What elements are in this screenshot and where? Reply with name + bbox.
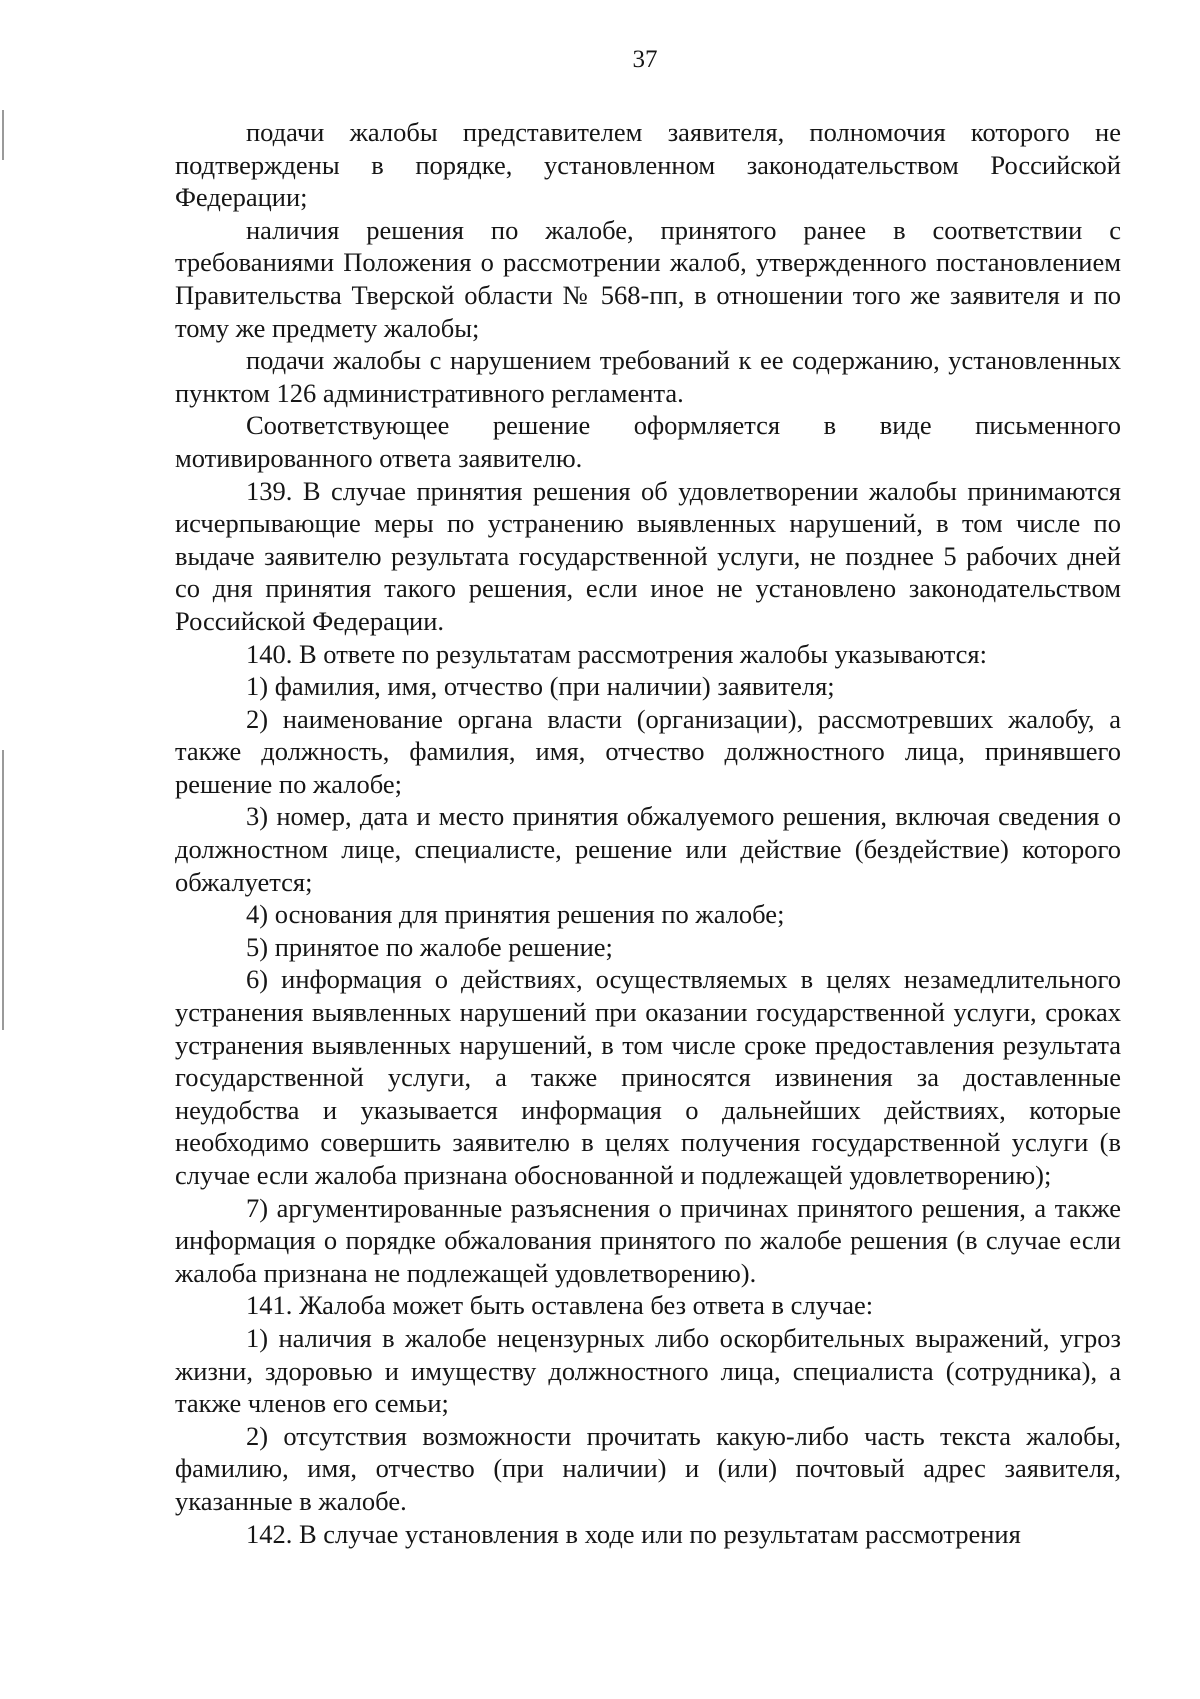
paragraph: 7) аргументированные разъяснения о причинах принятого решения, а также информация о порядке обжалования принятого по жалобе решения (в случае если жалоба признана не подлежащей удовлетворению). — [175, 1192, 1121, 1288]
paragraph: 140. В ответе по результатам рассмотрения жалобы указываются: — [246, 638, 987, 669]
paragraph: наличия решения по жалобе, принятого ранее в соответствии с требованиями Положения о рассмотрении жалоб, утвержденного постановлением Правительства Тверской области № 568-пп, в отношении того же заявителя и по тому же предмету жалобы; — [175, 214, 1121, 343]
paragraph: подачи жалобы представителем заявителя, полномочия которого не подтверждены в порядке, установленном законодательством Российской Федерации; — [175, 117, 1121, 213]
scan-margin-mark — [2, 750, 4, 1030]
paragraph: 142. В случае установления в ходе или по результатам рассмотрения — [246, 1518, 1021, 1549]
paragraph: Соответствующее решение оформляется в виде письменного мотивированного ответа заявителю. — [175, 410, 1121, 473]
document-body — [175, 116, 1121, 1550]
scan-margin-mark — [2, 110, 4, 160]
paragraph: подачи жалобы с нарушением требований к ее содержанию, установленных пунктом 126 административного регламента. — [175, 345, 1121, 408]
paragraph: 2) наименование органа власти (организации), рассмотревших жалобу, а также должность, фамилия, имя, отчество должностного лица, принявшего решение по жалобе; — [175, 703, 1121, 799]
paragraph: 5) принятое по жалобе решение; — [246, 931, 613, 962]
paragraph: 3) номер, дата и место принятия обжалуемого решения, включая сведения о должностном лице, специалисте, решение или действие (бездействие) которого обжалуется; — [175, 801, 1121, 897]
paragraph: 141. Жалоба может быть оставлена без ответа в случае: — [246, 1290, 874, 1321]
paragraph: 6) информация о действиях, осуществляемых в целях незамедлительного устранения выявленных нарушений при оказании государственной услуги, сроках устранения выявленных нарушений, в том числе сроке предоставления результата государственной услуги, а также приносятся извинения за доставленные неудобства и указывается информация о дальнейших действиях, которые необходимо совершить заявителю в целях получения государственной услуги (в случае если жалоба признана обоснованной и подлежащей удовлетворению); — [175, 964, 1121, 1190]
paragraph: 139. В случае принятия решения об удовлетворении жалобы принимаются исчерпывающие меры по устранению выявленных нарушений, в том числе по выдаче заявителю результата государственной услуги, не позднее 5 рабочих дней со дня принятия такого решения, если иное не установлено законодательством Российской Федерации. — [175, 475, 1121, 636]
paragraph: 2) отсутствия возможности прочитать какую-либо часть текста жалобы, фамилию, имя, отчество (при наличии) и (или) почтовый адрес заявителя, указанные в жалобе. — [175, 1420, 1121, 1516]
paragraph: 1) наличия в жалобе нецензурных либо оскорбительных выражений, угроз жизни, здоровью и имуществу должностного лица, специалиста (сотрудника), а также членов его семьи; — [175, 1322, 1121, 1419]
paragraph: 1) фамилия, имя, отчество (при наличии) заявителя; — [246, 671, 835, 702]
page-number: 37 — [632, 46, 658, 73]
paragraph: 4) основания для принятия решения по жалобе; — [246, 899, 785, 930]
